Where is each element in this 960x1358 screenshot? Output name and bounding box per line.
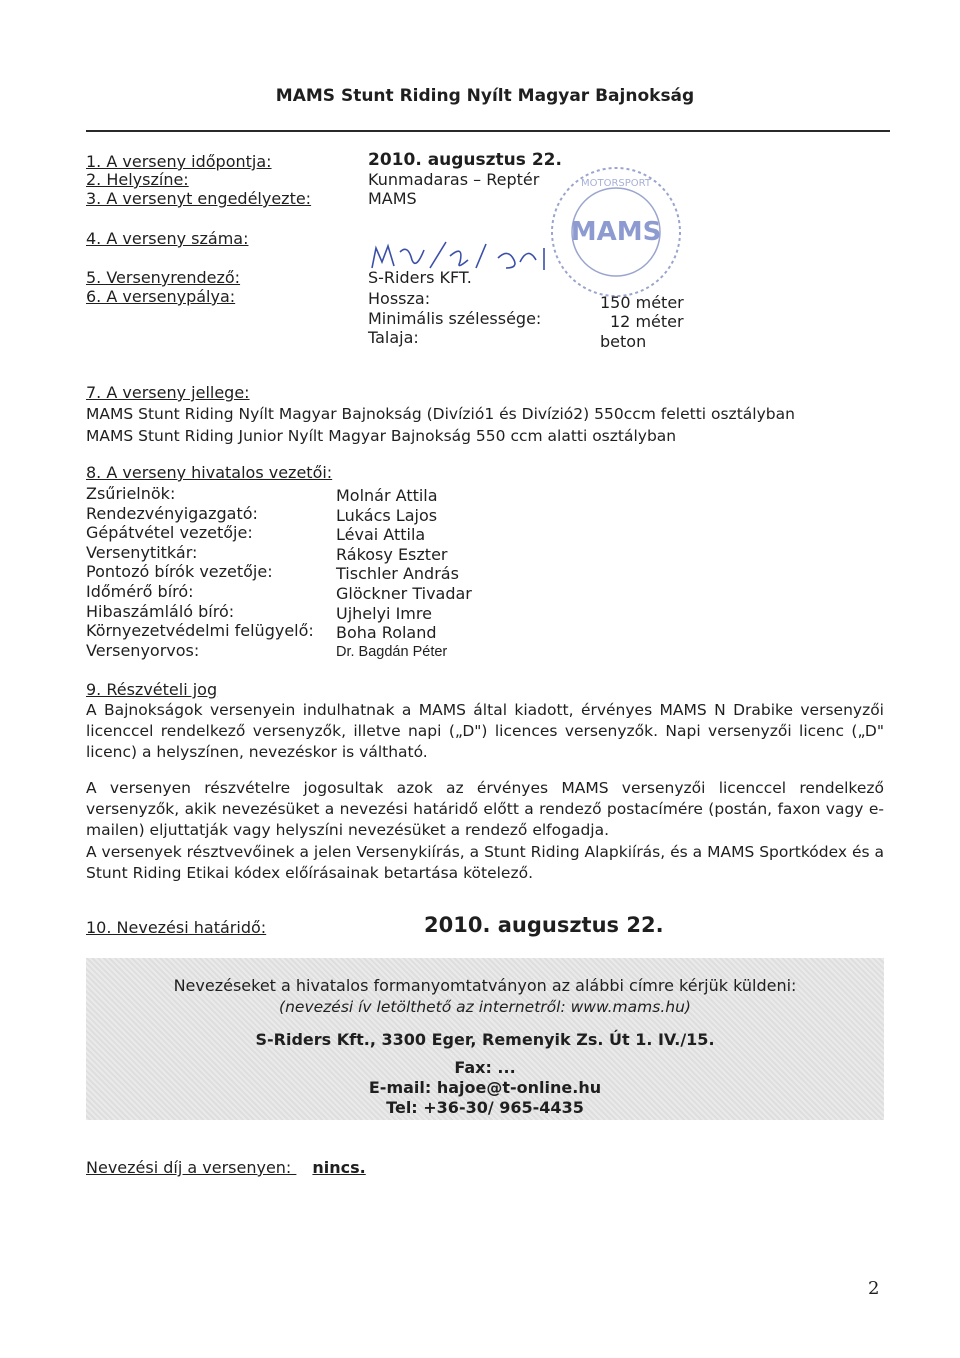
role-versenyorvos: Versenyorvos: (86, 640, 200, 660)
label-szam: 4. A verseny száma: (86, 229, 249, 248)
label-talaja: Talaja: (368, 328, 419, 347)
role-zsurielnok: Zsűrielnök: (86, 484, 176, 503)
role-hibaszamlalo: Hibaszámláló bíró: (86, 601, 235, 621)
value-hatarido: 2010. augusztus 22. (424, 913, 664, 937)
value-dij: nincs. (312, 1158, 366, 1177)
title-divider (86, 130, 890, 132)
nevezes-line-2: (nevezési ív letölthető az internetről: www.mams.hu) (279, 998, 691, 1016)
role-kornyezetvedelmi: Környezetvédelmi felügyelő: (86, 621, 314, 641)
name-hibaszamlalo: Ujhelyi Imre (336, 603, 432, 623)
label-hossza: Hossza: (368, 289, 431, 308)
nevezesi-dij (86, 1158, 366, 1177)
name-zsurielnok: Molnár Attila (336, 486, 438, 505)
value-rendezo: S-Riders KFT. (368, 268, 472, 287)
jellege-line-1: MAMS Stunt Riding Nyílt Magyar Bajnokság (Divízió1 és Divízió2) 550ccm feletti osztályban (86, 405, 795, 423)
role-idomero: Időmérő bíró: (86, 581, 194, 601)
name-versenyorvos: Dr. Bagdán Péter (336, 643, 448, 660)
label-helyszin: 2. Helyszíne: (86, 170, 189, 189)
page-number: 2 (868, 1278, 880, 1299)
role-gepatvetel: Gépátvétel vezetője: (86, 523, 253, 543)
label-datum: 1. A verseny időpontja: (86, 152, 272, 171)
role-pontozo: Pontozó bírók vezetője: (86, 562, 273, 582)
svg-text:MAMS: MAMS (570, 217, 662, 247)
value-datum: 2010. augusztus 22. (368, 150, 562, 170)
value-helyszin: Kunmadaras – Reptér (368, 170, 540, 189)
value-engedely: MAMS (368, 189, 417, 208)
value-szelesseg: 12 méter (610, 312, 684, 331)
role-versenytitkar: Versenytitkár: (86, 542, 198, 562)
section-heading-vezetok: 8. A verseny hivatalos vezetői: (86, 463, 333, 482)
label-hatarido: 10. Nevezési határidő: (86, 918, 267, 937)
label-dij: Nevezési díj a versenyen: (86, 1158, 297, 1177)
label-szelesseg: Minimális szélessége: (368, 309, 542, 328)
vezetok-roles (86, 484, 314, 660)
value-hossza: 150 méter (600, 293, 684, 312)
value-talaja: beton (600, 332, 647, 351)
reszvetel-paragraph-3: A versenyek résztvevőinek a jelen Versenykiírás, a Stunt Riding Alapkiírás, és a MAMS Sportkódex és a Stunt Riding Etikai kódex előírásainak betartása kötelező. (86, 843, 884, 882)
nevezes-tel: Tel: +36-30/ 965-4435 (386, 1098, 584, 1117)
reszvetel-paragraph-1: A Bajnokságok versenyein indulhatnak a MAMS által kiadott, érvényes MAMS N Drabike versenyzői licenccel rendelkező versenyzők, illetve napi („D") licences versenyzők. Napi versenyzői licenc („D" licenc) a helyszínen, nevezéskor is váltható. (86, 701, 884, 761)
section-heading-reszvetel: 9. Részvételi jog (86, 680, 218, 699)
stamp-seal (546, 162, 686, 302)
role-rendezvenyigazgato: Rendezvényigazgató: (86, 503, 258, 523)
name-pontozo: Tischler András (336, 564, 459, 584)
name-gepatvetel: Lévai Attila (336, 525, 426, 545)
document-title: MAMS Stunt Riding Nyílt Magyar Bajnokság (275, 86, 695, 106)
reszvetel-paragraph-2: A versenyen részvételre jogosultak azok az érvényes MAMS versenyzői licenccel rendelkező versenyzők, akik nevezésüket a nevezési határidő előtt a rendező postacímére (postán, faxon vagy e-mailen) eljuttatják vagy helyszíni nevezésüket a rendező elfogadja. (86, 779, 884, 839)
label-rendezo: 5. Versenyrendező: (86, 268, 241, 287)
name-idomero: Glöckner Tivadar (336, 583, 472, 603)
nevezes-email: E-mail: hajoe@t-online.hu (368, 1078, 602, 1097)
section-heading-jellege: 7. A verseny jellege: (86, 383, 250, 402)
name-versenytitkar: Rákosy Eszter (336, 544, 448, 564)
nevezes-line-1: Nevezéseket a hivatalos formanyomtatványon az alábbi címre kérjük küldeni: (173, 976, 797, 995)
vezetok-names (336, 486, 472, 662)
name-kornyezetvedelmi: Boha Roland (336, 623, 437, 643)
svg-text:MOTORSPORT: MOTORSPORT (580, 178, 652, 189)
jellege-line-2: MAMS Stunt Riding Junior Nyílt Magyar Bajnokság 550 ccm alatti osztályban (86, 427, 677, 445)
nevezes-address: S-Riders Kft., 3300 Eger, Remenyik Zs. Út 1. IV./15. (255, 1030, 715, 1049)
name-rendezvenyigazgato: Lukács Lajos (336, 505, 438, 525)
nevezes-fax: Fax: ... (454, 1058, 516, 1077)
label-palya: 6. A versenypálya: (86, 287, 236, 306)
label-engedely: 3. A versenyt engedélyezte: (86, 189, 312, 208)
